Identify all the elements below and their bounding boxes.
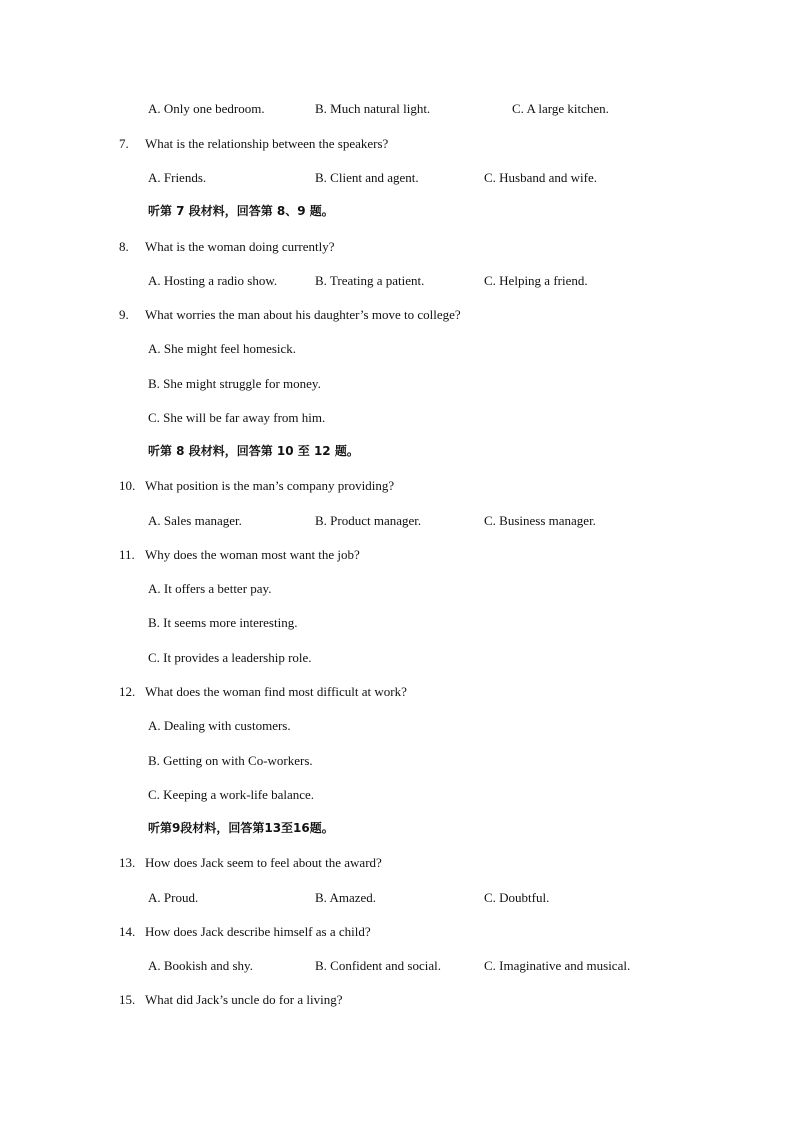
q13-option-c: C. Doubtful.: [484, 890, 550, 905]
q14-option-a: A. Bookish and shy.: [148, 958, 253, 973]
q10-option-b: B. Product manager.: [315, 513, 422, 528]
q7-option-a: A. Friends.: [148, 170, 207, 185]
q14-number: 14.: [119, 924, 136, 939]
q9-option-b: B. She might struggle for money.: [148, 376, 321, 391]
q13-number: 13.: [119, 855, 136, 870]
q15-number: 15.: [119, 992, 136, 1007]
q9-number: 9.: [119, 307, 129, 322]
section-heading-7: 听第 7 段材料，回答第 8、9 题。: [148, 204, 334, 218]
q12-option-a: A. Dealing with customers.: [148, 718, 291, 733]
section-heading-9: 听第9段材料，回答第13至16题。: [148, 821, 334, 835]
q12-option-b: B. Getting on with Co-workers.: [148, 753, 313, 768]
q13-option-b: B. Amazed.: [315, 890, 377, 905]
q14-option-c: C. Imaginative and musical.: [484, 958, 631, 973]
q8-option-c: C. Helping a friend.: [484, 273, 588, 288]
q11-option-b: B. It seems more interesting.: [148, 615, 298, 630]
q13-question: How does Jack seem to feel about the award?: [145, 855, 382, 870]
q10-option-a: A. Sales manager.: [148, 513, 242, 528]
q10-number: 10.: [119, 478, 136, 493]
q12-option-c: C. Keeping a work-life balance.: [148, 787, 315, 802]
q11-number: 11.: [119, 547, 135, 562]
section-heading-8: 听第 8 段材料，回答第 10 至 12 题。: [148, 444, 359, 458]
q8-option-b: B. Treating a patient.: [315, 273, 425, 288]
q7-number: 7.: [119, 136, 129, 151]
q8-question: What is the woman doing currently?: [145, 239, 335, 254]
q11-question: Why does the woman most want the job?: [145, 547, 360, 562]
q7-option-b: B. Client and agent.: [315, 170, 419, 185]
q7-option-c: C. Husband and wife.: [484, 170, 598, 185]
q10-question: What position is the man’s company providing?: [145, 478, 395, 493]
q12-number: 12.: [119, 684, 136, 699]
q15-question: What did Jack’s uncle do for a living?: [145, 992, 343, 1007]
q9-question: What worries the man about his daughter’s move to college?: [145, 307, 461, 322]
q7-question: What is the relationship between the speakers?: [145, 136, 389, 151]
q11-option-c: C. It provides a leadership role.: [148, 650, 312, 665]
q12-question: What does the woman find most difficult at work?: [145, 684, 407, 699]
q14-question: How does Jack describe himself as a child?: [145, 924, 371, 939]
q8-option-a: A. Hosting a radio show.: [148, 273, 278, 288]
q8-number: 8.: [119, 239, 129, 254]
q9-option-a: A. She might feel homesick.: [148, 341, 297, 356]
q10-option-c: C. Business manager.: [484, 513, 596, 528]
q6-option-c: C. A large kitchen.: [512, 101, 609, 116]
q11-option-a: A. It offers a better pay.: [148, 581, 272, 596]
q9-option-c: C. She will be far away from him.: [148, 410, 326, 425]
q14-option-b: B. Confident and social.: [315, 958, 442, 973]
q13-option-a: A. Proud.: [148, 890, 199, 905]
q6-option-a: A. Only one bedroom.: [148, 101, 265, 116]
q6-option-b: B. Much natural light.: [315, 101, 431, 116]
